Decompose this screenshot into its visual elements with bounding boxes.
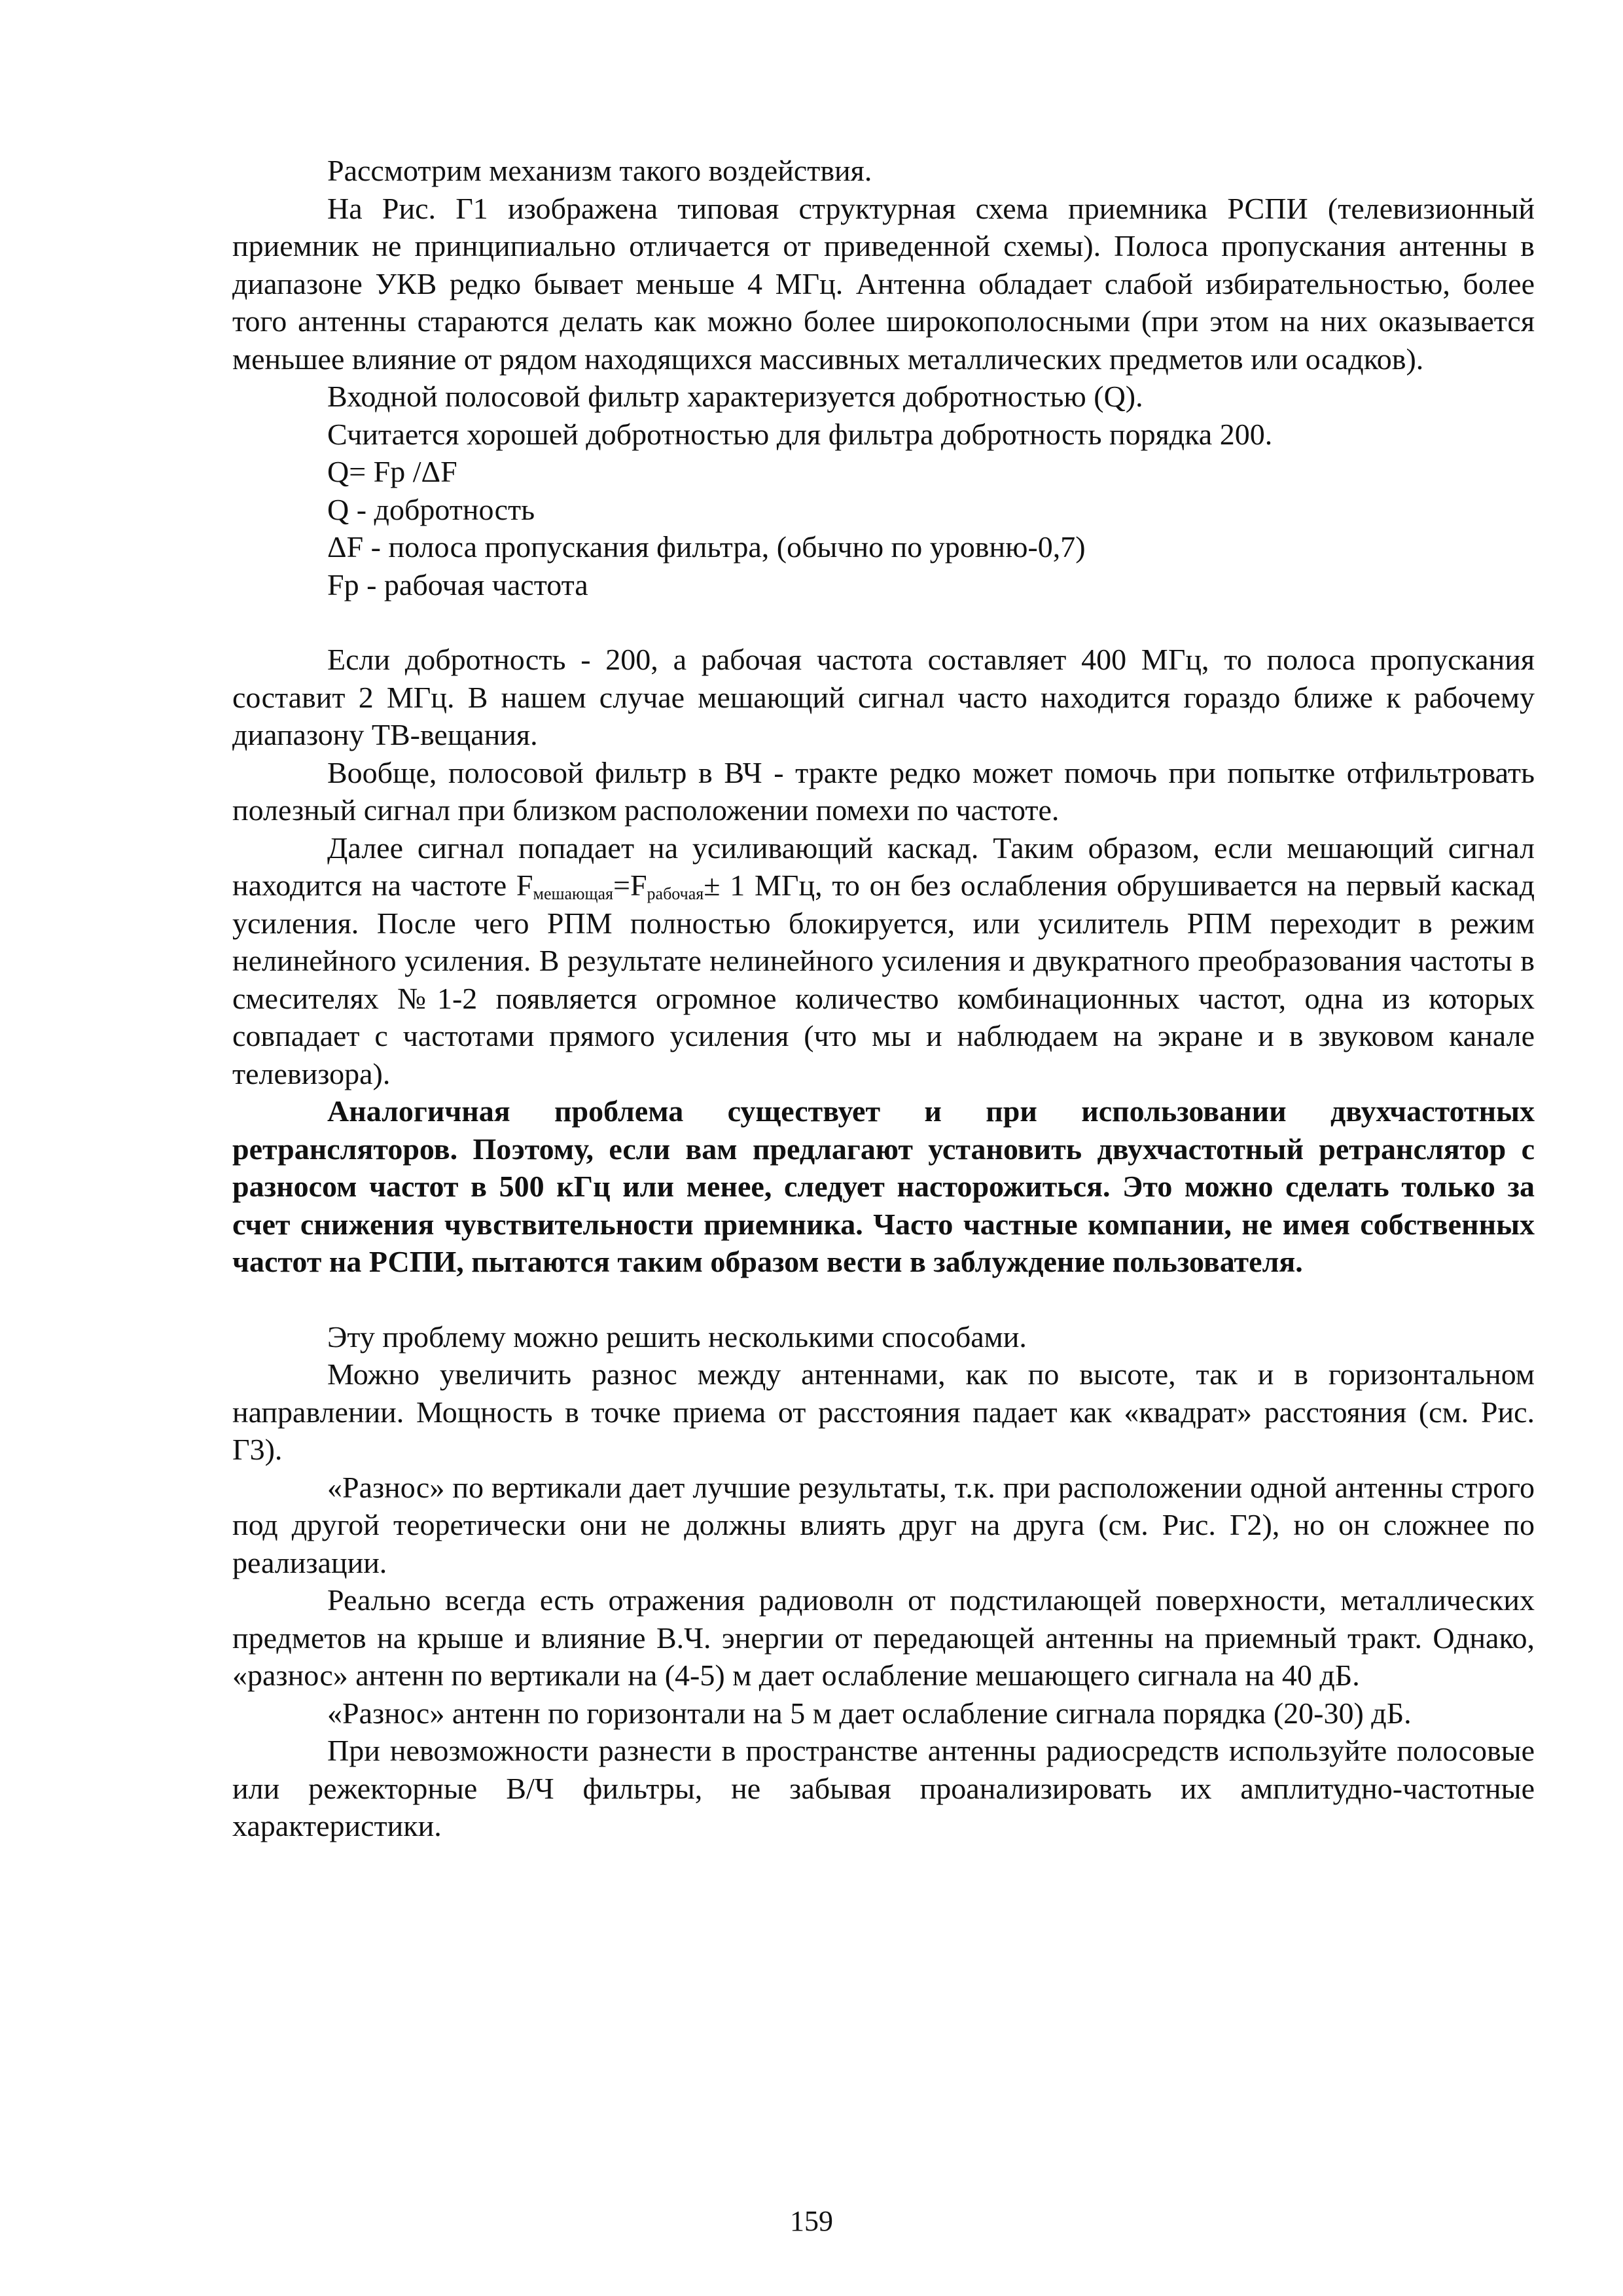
definition-q: Q - добротность (327, 492, 535, 526)
paragraph: При невозможности разнести в пространстве антенны радиосредств используйте полосовые или режекторные В/Ч фильтры, не забывая проанализировать их амплитудно-частотные характеристики. (232, 1734, 1535, 1842)
bold-warning-paragraph: Аналогичная проблема существует и при использовании двухчастотных ретрансляторов. Поэтому, если вам предлагают установить двухчастотный ретранслятор с разносом частот в 500 кГц или менее, следует насторожиться. Это можно сделать только за счет снижения чувствительности приемника. Часто частные компании, не имея собственных частот на РСПИ, пытаются таким образом вести в заблуждение пользователя. (232, 1094, 1535, 1278)
document-body (232, 152, 1535, 1845)
paragraph-gap (232, 603, 1535, 641)
paragraph: Можно увеличить разнос между антеннами, как по высоте, так и в горизонтальном направлении. Мощность в точке приема от расстояния падает как «квадрат» расстояния (см. Рис. Г3). (232, 1357, 1535, 1466)
paragraph: Входной полосовой фильтр характеризуется добротностью (Q). (327, 380, 1143, 413)
paragraph: «Разнос» по вертикали дает лучшие результаты, т.к. при расположении одной антенны строго под другой теоретически они не должны влиять друг на друга (см. Рис. Г2), но он сложнее по реализации. (232, 1470, 1535, 1579)
paragraph: Эту проблему можно решить несколькими способами. (327, 1319, 1027, 1354)
text-run: =F (613, 869, 647, 902)
paragraph-gap (232, 1281, 1535, 1318)
paragraph: Считается хорошей добротностью для фильтра добротность порядка 200. (327, 417, 1273, 451)
paragraph: На Рис. Г1 изображена типовая структурная схема приемника РСПИ (телевизионный приемник не принципиально отличается от приведенной схемы). Полоса пропускания антенны в диапазоне УКВ редко бывает меньше 4 МГц. Антенна обладает слабой избирательностью, более того антенны стараются делать как можно более широкополосными (при этом на них оказывается меньшее влияние от рядом находящихся массивных металлических предметов или осадков). (232, 191, 1535, 376)
paragraph: Рассмотрим механизм такого воздействия. (327, 154, 872, 187)
page-number: 159 (790, 2205, 833, 2237)
formula: Q= Fp /ΔF (327, 455, 457, 488)
paragraph-with-subscripts (232, 829, 1535, 1093)
definition-fp: Fp - рабочая частота (327, 567, 588, 601)
paragraph: Вообще, полосовой фильтр в ВЧ - тракте редко может помочь при попытке отфильтровать полезный сигнал при близком расположении помехи по частоте. (232, 755, 1535, 827)
definition-delta-f: ΔF - полоса пропускания фильтра, (обычно по уровню-0,7) (327, 530, 1086, 564)
subscript: мешающая (533, 884, 613, 903)
paragraph: Реально всегда есть отражения радиоволн от подстилающей поверхности, металлических предметов на крыше и влияние В.Ч. энергии от передающей антенны на приемный тракт. Однако, «разнос» антенн по вертикали на (4-5) м дает ослабление мешающего сигнала на 40 дБ. (232, 1583, 1535, 1692)
paragraph: Если добротность - 200, а рабочая частота составляет 400 МГц, то полоса пропускания составит 2 МГц. В нашем случае мешающий сигнал часто находится гораздо ближе к рабочему диапазону ТВ-вещания. (232, 643, 1535, 751)
text-run: Далее сигнал попадает на усиливающий каскад. Таким образом, если мешающий сигнал находится на частоте F (232, 831, 1535, 902)
subscript: рабочая (647, 884, 704, 903)
text-run: ± 1 МГц, то он без ослабления обрушивается на первый каскад усиления. После чего РПМ полностью блокируется, или усилитель РПМ переходит в режим нелинейного усиления. В результате нелинейного усиления и двукратного преобразования частоты в смесителях №1-2 появляется огромное количество комбинационных частот, одна из которых совпадает с частотами прямого усиления (что мы и наблюдаем на экране и в звуковом канале телевизора). (232, 869, 1535, 1090)
paragraph: «Разнос» антенн по горизонтали на 5 м дает ослабление сигнала порядка (20-30) дБ. (327, 1696, 1412, 1730)
